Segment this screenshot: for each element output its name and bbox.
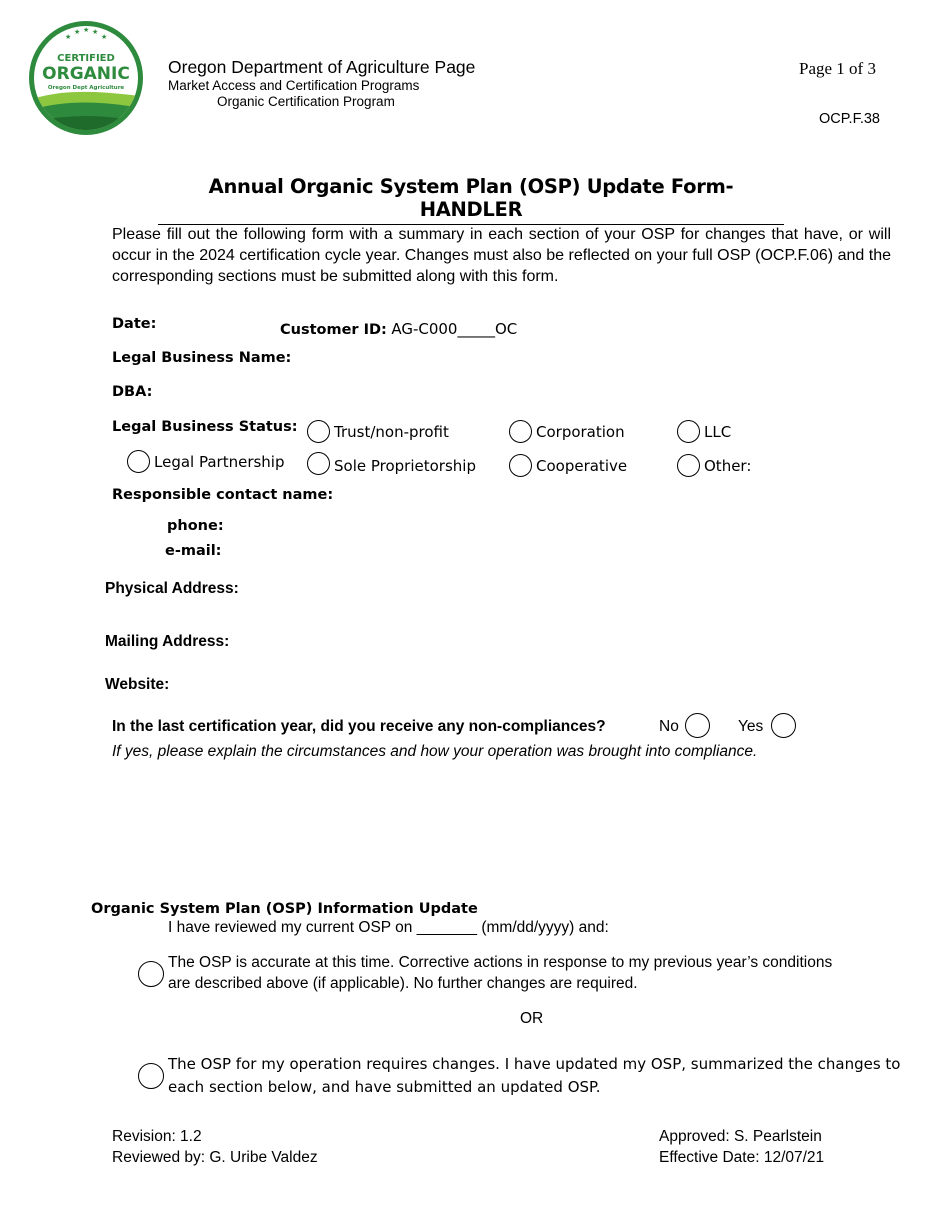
svg-text:★: ★ <box>92 28 99 36</box>
form-title: Annual Organic System Plan (OSP) Update Form- HANDLER <box>158 175 784 225</box>
other-label: Other: <box>704 457 752 475</box>
svg-text:★: ★ <box>83 26 90 34</box>
intro-paragraph: Please fill out the following form with a summary in each section of your OSP for changes that have, or will occur in the 2024 certification cycle year. Changes must also be reflected on your full OSP (OCP.F.06) and the corresponding sections must be submitted along with this form. <box>112 226 891 285</box>
reviewed-by: Reviewed by: G. Uribe Valdez <box>112 1149 318 1166</box>
legal-business-name-label: Legal Business Name: <box>112 350 292 366</box>
cooperative-label: Cooperative <box>536 457 628 475</box>
mailing-address-label: Mailing Address: <box>105 633 230 650</box>
svg-text:★: ★ <box>101 33 108 41</box>
noncompliance-yes-radio[interactable] <box>771 713 796 738</box>
approved-by: Approved: S. Pearlstein <box>659 1128 822 1145</box>
customer-id-label: Customer ID: <box>280 322 387 338</box>
cooperative-radio[interactable] <box>509 454 532 477</box>
header-subtitle-program: Organic Certification Program <box>217 94 395 109</box>
physical-address-label: Physical Address: <box>105 580 239 597</box>
osp-accurate-radio[interactable] <box>138 961 164 987</box>
header-title: Oregon Department of Agriculture Page <box>168 57 476 77</box>
logo-top-text: CERTIFIED <box>57 53 115 64</box>
customer-id-value: AG-C000_____OC <box>391 320 518 338</box>
logo-bottom-text: Oregon Dept Agriculture <box>47 85 125 91</box>
page-number: Page 1 of 3 <box>799 59 876 78</box>
osp-changes-radio[interactable] <box>138 1063 164 1089</box>
osp-changes-line2: each section below, and have submitted an updated OSP. <box>168 1078 601 1096</box>
svg-text:★: ★ <box>74 28 81 36</box>
osp-changes-line1: The OSP for my operation requires changes. I have updated my OSP, summarized the changes to <box>168 1055 901 1073</box>
osp-or-separator: OR <box>520 1010 544 1027</box>
noncompliance-question: In the last certification year, did you receive any non-compliances? <box>112 718 606 735</box>
date-label: Date: <box>112 316 157 332</box>
noncompliance-no-radio[interactable] <box>685 713 710 738</box>
osp-changes-text <box>168 1053 908 1099</box>
phone-label: phone: <box>167 518 224 534</box>
osp-accurate-line1: The OSP is accurate at this time. Corrective actions in response to my previous year’s conditions <box>168 954 833 971</box>
noncompliance-note: If yes, please explain the circumstances and how your operation was brought into compliance. <box>112 743 758 760</box>
legal-business-status-label: Legal Business Status: <box>112 419 298 435</box>
effective-date: Effective Date: 12/07/21 <box>659 1149 825 1166</box>
certified-organic-logo <box>27 19 145 137</box>
osp-accurate-text <box>168 952 908 994</box>
logo-main-text: ORGANIC <box>42 64 130 84</box>
trust-nonprofit-label: Trust/non-profit <box>334 423 449 441</box>
customer-id-field[interactable] <box>280 320 517 339</box>
responsible-contact-label: Responsible contact name: <box>112 487 334 503</box>
corporation-radio[interactable] <box>509 420 532 443</box>
legal-partnership-radio[interactable] <box>127 450 150 473</box>
legal-partnership-label: Legal Partnership <box>154 453 285 471</box>
trust-nonprofit-radio[interactable] <box>307 420 330 443</box>
dba-label: DBA: <box>112 384 153 400</box>
revision: Revision: 1.2 <box>112 1128 202 1145</box>
svg-text:★: ★ <box>65 33 72 41</box>
footer-right <box>659 1126 824 1168</box>
website-label: Website: <box>105 676 170 693</box>
osp-heading: Organic System Plan (OSP) Information Update <box>91 901 478 917</box>
form-code: OCP.F.38 <box>819 111 880 127</box>
osp-reviewed-statement: I have reviewed my current OSP on _______ (mm/dd/yyyy) and: <box>168 919 609 936</box>
osp-accurate-line2: are described above (if applicable). No further changes are required. <box>168 975 638 992</box>
header-subtitle-programs: Market Access and Certification Programs <box>168 78 420 93</box>
noncompliance-yes-label: Yes <box>738 718 764 735</box>
noncompliance-no-label: No <box>659 718 679 735</box>
sole-proprietorship-radio[interactable] <box>307 452 330 475</box>
other-radio[interactable] <box>677 454 700 477</box>
corporation-label: Corporation <box>536 423 625 441</box>
llc-label: LLC <box>704 423 732 441</box>
email-label: e-mail: <box>165 543 222 559</box>
sole-proprietorship-label: Sole Proprietorship <box>334 457 476 475</box>
footer-left <box>112 1126 318 1168</box>
llc-radio[interactable] <box>677 420 700 443</box>
